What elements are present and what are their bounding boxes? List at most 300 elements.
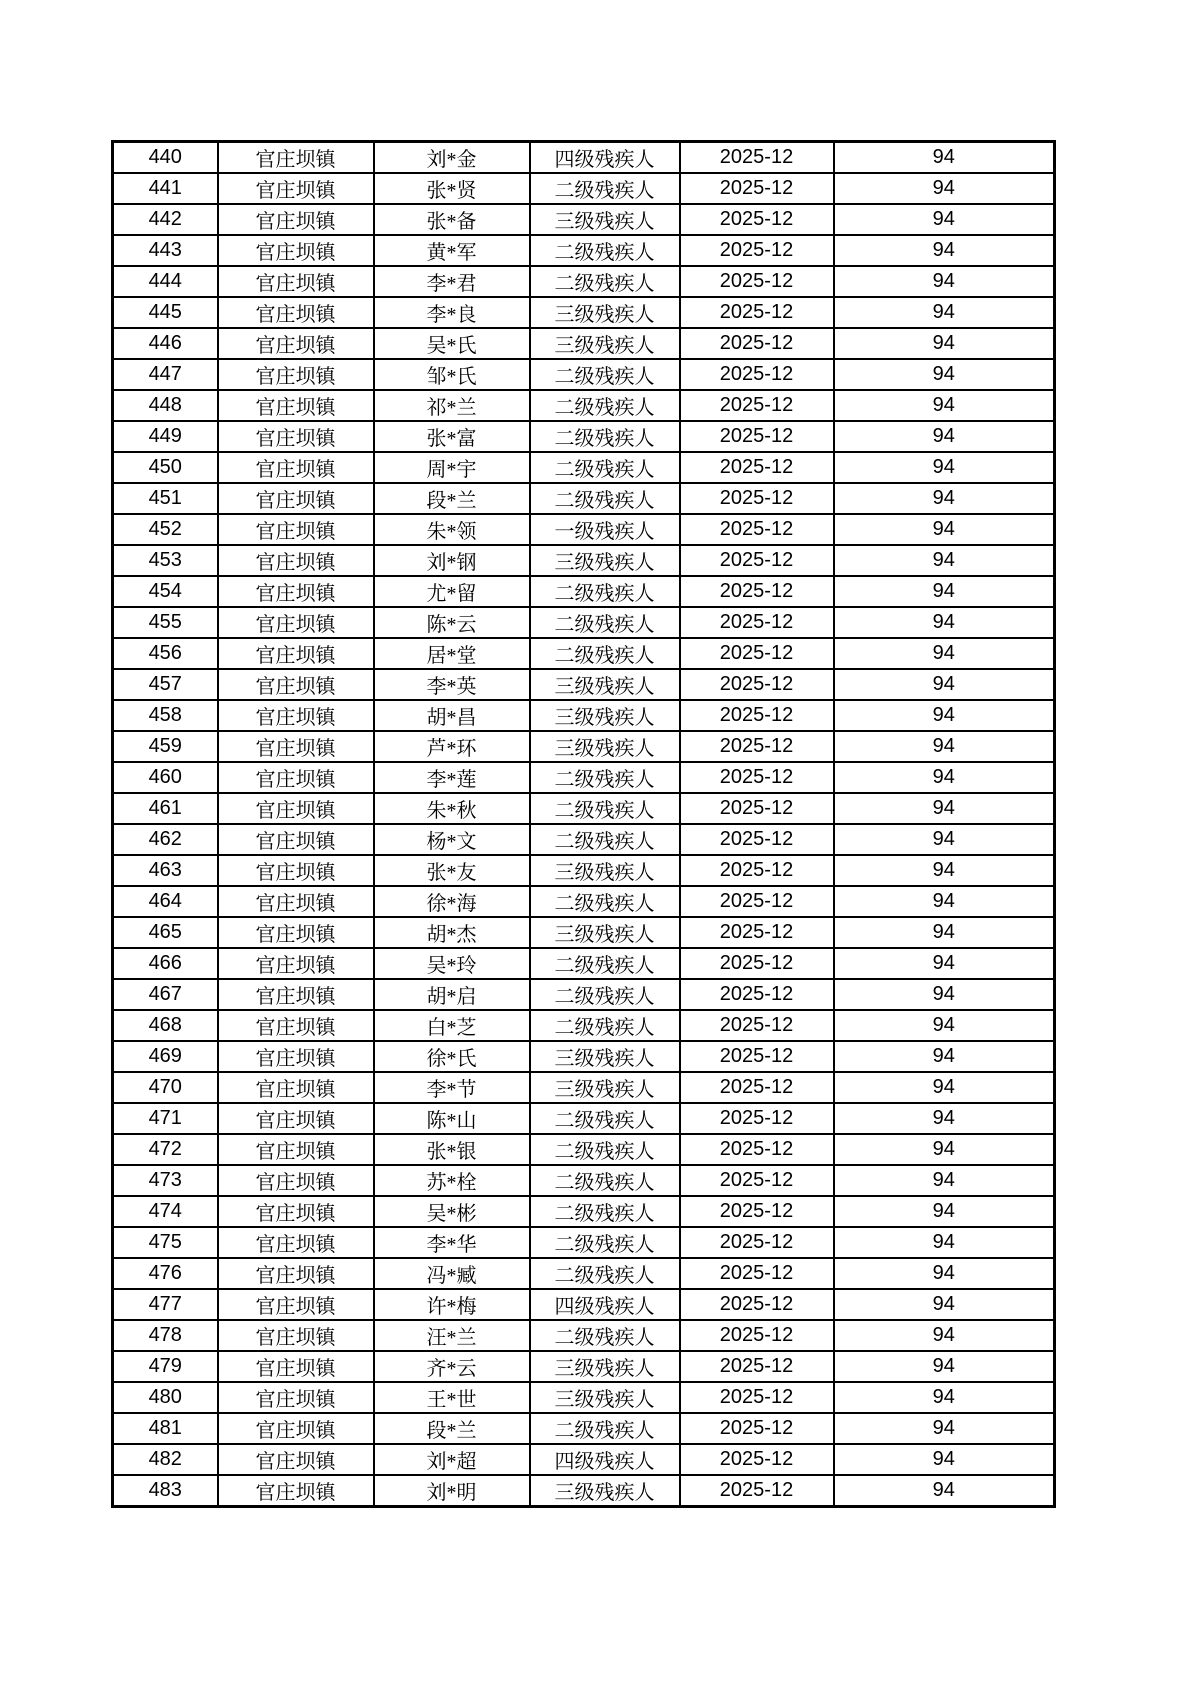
amount-cell: 94 [834, 142, 1055, 174]
town-cell: 官庄坝镇 [218, 1320, 374, 1351]
name-cell: 胡*昌 [374, 700, 530, 731]
town-cell: 官庄坝镇 [218, 359, 374, 390]
amount-cell: 94 [834, 1475, 1055, 1507]
name-cell: 祁*兰 [374, 390, 530, 421]
disability-level-cell: 二级残疾人 [530, 359, 680, 390]
town-cell: 官庄坝镇 [218, 1072, 374, 1103]
disability-level-cell: 三级残疾人 [530, 328, 680, 359]
table-row [113, 793, 1055, 824]
month-cell: 2025-12 [680, 700, 834, 731]
disability-level-cell: 二级残疾人 [530, 1258, 680, 1289]
amount-cell: 94 [834, 576, 1055, 607]
month-cell: 2025-12 [680, 204, 834, 235]
name-cell: 李*英 [374, 669, 530, 700]
town-cell: 官庄坝镇 [218, 762, 374, 793]
name-cell: 居*堂 [374, 638, 530, 669]
row-number-cell: 447 [113, 359, 218, 390]
row-number-cell: 471 [113, 1103, 218, 1134]
amount-cell: 94 [834, 173, 1055, 204]
month-cell: 2025-12 [680, 1041, 834, 1072]
month-cell: 2025-12 [680, 638, 834, 669]
town-cell: 官庄坝镇 [218, 1413, 374, 1444]
table-row [113, 204, 1055, 235]
town-cell: 官庄坝镇 [218, 421, 374, 452]
disability-level-cell: 二级残疾人 [530, 1165, 680, 1196]
month-cell: 2025-12 [680, 1444, 834, 1475]
table-row [113, 1351, 1055, 1382]
name-cell: 刘*金 [374, 142, 530, 174]
name-cell: 周*宇 [374, 452, 530, 483]
town-cell: 官庄坝镇 [218, 700, 374, 731]
table-row [113, 1289, 1055, 1320]
row-number-cell: 441 [113, 173, 218, 204]
amount-cell: 94 [834, 1041, 1055, 1072]
table-row [113, 235, 1055, 266]
name-cell: 李*良 [374, 297, 530, 328]
row-number-cell: 455 [113, 607, 218, 638]
disability-level-cell: 三级残疾人 [530, 731, 680, 762]
name-cell: 苏*栓 [374, 1165, 530, 1196]
amount-cell: 94 [834, 824, 1055, 855]
town-cell: 官庄坝镇 [218, 1134, 374, 1165]
row-number-cell: 456 [113, 638, 218, 669]
name-cell: 张*备 [374, 204, 530, 235]
amount-cell: 94 [834, 328, 1055, 359]
name-cell: 陈*山 [374, 1103, 530, 1134]
row-number-cell: 466 [113, 948, 218, 979]
month-cell: 2025-12 [680, 948, 834, 979]
town-cell: 官庄坝镇 [218, 731, 374, 762]
month-cell: 2025-12 [680, 1134, 834, 1165]
month-cell: 2025-12 [680, 1258, 834, 1289]
name-cell: 冯*臧 [374, 1258, 530, 1289]
row-number-cell: 481 [113, 1413, 218, 1444]
name-cell: 李*节 [374, 1072, 530, 1103]
table-row [113, 1258, 1055, 1289]
name-cell: 刘*钢 [374, 545, 530, 576]
row-number-cell: 449 [113, 421, 218, 452]
disability-level-cell: 二级残疾人 [530, 1320, 680, 1351]
town-cell: 官庄坝镇 [218, 452, 374, 483]
amount-cell: 94 [834, 1289, 1055, 1320]
disability-level-cell: 四级残疾人 [530, 142, 680, 174]
month-cell: 2025-12 [680, 669, 834, 700]
row-number-cell: 463 [113, 855, 218, 886]
table-row [113, 700, 1055, 731]
row-number-cell: 464 [113, 886, 218, 917]
month-cell: 2025-12 [680, 235, 834, 266]
disability-level-cell: 二级残疾人 [530, 390, 680, 421]
table-row [113, 576, 1055, 607]
name-cell: 吴*氏 [374, 328, 530, 359]
amount-cell: 94 [834, 855, 1055, 886]
town-cell: 官庄坝镇 [218, 390, 374, 421]
name-cell: 王*世 [374, 1382, 530, 1413]
name-cell: 汪*兰 [374, 1320, 530, 1351]
month-cell: 2025-12 [680, 421, 834, 452]
month-cell: 2025-12 [680, 1227, 834, 1258]
table-row [113, 142, 1055, 174]
name-cell: 刘*明 [374, 1475, 530, 1507]
row-number-cell: 470 [113, 1072, 218, 1103]
table-row [113, 421, 1055, 452]
amount-cell: 94 [834, 638, 1055, 669]
row-number-cell: 448 [113, 390, 218, 421]
table-row [113, 824, 1055, 855]
row-number-cell: 462 [113, 824, 218, 855]
table-row [113, 514, 1055, 545]
name-cell: 黄*军 [374, 235, 530, 266]
town-cell: 官庄坝镇 [218, 669, 374, 700]
amount-cell: 94 [834, 452, 1055, 483]
name-cell: 朱*秋 [374, 793, 530, 824]
row-number-cell: 458 [113, 700, 218, 731]
table-row [113, 1103, 1055, 1134]
town-cell: 官庄坝镇 [218, 266, 374, 297]
disability-level-cell: 四级残疾人 [530, 1444, 680, 1475]
month-cell: 2025-12 [680, 1165, 834, 1196]
name-cell: 段*兰 [374, 483, 530, 514]
month-cell: 2025-12 [680, 1351, 834, 1382]
amount-cell: 94 [834, 1413, 1055, 1444]
disability-level-cell: 二级残疾人 [530, 483, 680, 514]
town-cell: 官庄坝镇 [218, 855, 374, 886]
row-number-cell: 451 [113, 483, 218, 514]
town-cell: 官庄坝镇 [218, 607, 374, 638]
disability-level-cell: 二级残疾人 [530, 793, 680, 824]
month-cell: 2025-12 [680, 731, 834, 762]
table-row [113, 638, 1055, 669]
town-cell: 官庄坝镇 [218, 545, 374, 576]
amount-cell: 94 [834, 1258, 1055, 1289]
name-cell: 李*华 [374, 1227, 530, 1258]
disability-level-cell: 三级残疾人 [530, 1072, 680, 1103]
table-row [113, 886, 1055, 917]
row-number-cell: 460 [113, 762, 218, 793]
amount-cell: 94 [834, 1010, 1055, 1041]
amount-cell: 94 [834, 793, 1055, 824]
town-cell: 官庄坝镇 [218, 979, 374, 1010]
table-row [113, 1475, 1055, 1507]
name-cell: 陈*云 [374, 607, 530, 638]
town-cell: 官庄坝镇 [218, 514, 374, 545]
table-row [113, 1072, 1055, 1103]
row-number-cell: 467 [113, 979, 218, 1010]
month-cell: 2025-12 [680, 328, 834, 359]
table-row [113, 979, 1055, 1010]
row-number-cell: 478 [113, 1320, 218, 1351]
amount-cell: 94 [834, 886, 1055, 917]
town-cell: 官庄坝镇 [218, 1475, 374, 1507]
name-cell: 张*友 [374, 855, 530, 886]
amount-cell: 94 [834, 607, 1055, 638]
name-cell: 许*梅 [374, 1289, 530, 1320]
amount-cell: 94 [834, 483, 1055, 514]
town-cell: 官庄坝镇 [218, 1289, 374, 1320]
disability-level-cell: 三级残疾人 [530, 1351, 680, 1382]
month-cell: 2025-12 [680, 545, 834, 576]
disability-level-cell: 二级残疾人 [530, 886, 680, 917]
month-cell: 2025-12 [680, 607, 834, 638]
name-cell: 胡*启 [374, 979, 530, 1010]
town-cell: 官庄坝镇 [218, 173, 374, 204]
name-cell: 朱*领 [374, 514, 530, 545]
table-row [113, 1320, 1055, 1351]
month-cell: 2025-12 [680, 452, 834, 483]
table-row [113, 855, 1055, 886]
disability-level-cell: 二级残疾人 [530, 421, 680, 452]
row-number-cell: 445 [113, 297, 218, 328]
amount-cell: 94 [834, 1072, 1055, 1103]
name-cell: 白*芝 [374, 1010, 530, 1041]
disability-level-cell: 三级残疾人 [530, 700, 680, 731]
month-cell: 2025-12 [680, 1103, 834, 1134]
disability-level-cell: 三级残疾人 [530, 1382, 680, 1413]
town-cell: 官庄坝镇 [218, 917, 374, 948]
table-row [113, 607, 1055, 638]
row-number-cell: 476 [113, 1258, 218, 1289]
amount-cell: 94 [834, 731, 1055, 762]
name-cell: 徐*氏 [374, 1041, 530, 1072]
month-cell: 2025-12 [680, 1196, 834, 1227]
month-cell: 2025-12 [680, 979, 834, 1010]
row-number-cell: 457 [113, 669, 218, 700]
disability-level-cell: 二级残疾人 [530, 1103, 680, 1134]
town-cell: 官庄坝镇 [218, 576, 374, 607]
row-number-cell: 479 [113, 1351, 218, 1382]
table-row [113, 1382, 1055, 1413]
table-row [113, 359, 1055, 390]
amount-cell: 94 [834, 1165, 1055, 1196]
row-number-cell: 459 [113, 731, 218, 762]
town-cell: 官庄坝镇 [218, 1165, 374, 1196]
name-cell: 张*富 [374, 421, 530, 452]
town-cell: 官庄坝镇 [218, 235, 374, 266]
amount-cell: 94 [834, 1103, 1055, 1134]
month-cell: 2025-12 [680, 359, 834, 390]
amount-cell: 94 [834, 297, 1055, 328]
month-cell: 2025-12 [680, 1382, 834, 1413]
disability-level-cell: 三级残疾人 [530, 1475, 680, 1507]
amount-cell: 94 [834, 1351, 1055, 1382]
town-cell: 官庄坝镇 [218, 824, 374, 855]
town-cell: 官庄坝镇 [218, 1382, 374, 1413]
amount-cell: 94 [834, 235, 1055, 266]
disability-level-cell: 一级残疾人 [530, 514, 680, 545]
month-cell: 2025-12 [680, 824, 834, 855]
amount-cell: 94 [834, 1320, 1055, 1351]
table-row [113, 1165, 1055, 1196]
town-cell: 官庄坝镇 [218, 204, 374, 235]
name-cell: 尤*留 [374, 576, 530, 607]
row-number-cell: 473 [113, 1165, 218, 1196]
table-row [113, 266, 1055, 297]
table-row [113, 762, 1055, 793]
table-row [113, 328, 1055, 359]
town-cell: 官庄坝镇 [218, 638, 374, 669]
amount-cell: 94 [834, 700, 1055, 731]
name-cell: 李*君 [374, 266, 530, 297]
town-cell: 官庄坝镇 [218, 142, 374, 174]
name-cell: 芦*环 [374, 731, 530, 762]
disability-level-cell: 二级残疾人 [530, 452, 680, 483]
row-number-cell: 465 [113, 917, 218, 948]
disability-level-cell: 三级残疾人 [530, 204, 680, 235]
name-cell: 徐*海 [374, 886, 530, 917]
table-row [113, 1134, 1055, 1165]
name-cell: 张*银 [374, 1134, 530, 1165]
disability-level-cell: 二级残疾人 [530, 173, 680, 204]
month-cell: 2025-12 [680, 1475, 834, 1507]
row-number-cell: 472 [113, 1134, 218, 1165]
table-row [113, 483, 1055, 514]
table-row [113, 1413, 1055, 1444]
month-cell: 2025-12 [680, 483, 834, 514]
amount-cell: 94 [834, 514, 1055, 545]
amount-cell: 94 [834, 979, 1055, 1010]
table-row [113, 1041, 1055, 1072]
month-cell: 2025-12 [680, 793, 834, 824]
amount-cell: 94 [834, 1382, 1055, 1413]
row-number-cell: 444 [113, 266, 218, 297]
month-cell: 2025-12 [680, 1289, 834, 1320]
disability-level-cell: 二级残疾人 [530, 1227, 680, 1258]
month-cell: 2025-12 [680, 390, 834, 421]
table-row [113, 917, 1055, 948]
table-row [113, 452, 1055, 483]
row-number-cell: 452 [113, 514, 218, 545]
month-cell: 2025-12 [680, 266, 834, 297]
row-number-cell: 450 [113, 452, 218, 483]
row-number-cell: 461 [113, 793, 218, 824]
row-number-cell: 480 [113, 1382, 218, 1413]
name-cell: 吴*玲 [374, 948, 530, 979]
disability-level-cell: 二级残疾人 [530, 824, 680, 855]
amount-cell: 94 [834, 917, 1055, 948]
month-cell: 2025-12 [680, 514, 834, 545]
disability-level-cell: 二级残疾人 [530, 607, 680, 638]
amount-cell: 94 [834, 1134, 1055, 1165]
month-cell: 2025-12 [680, 762, 834, 793]
name-cell: 杨*文 [374, 824, 530, 855]
amount-cell: 94 [834, 545, 1055, 576]
disability-level-cell: 二级残疾人 [530, 762, 680, 793]
row-number-cell: 446 [113, 328, 218, 359]
month-cell: 2025-12 [680, 917, 834, 948]
amount-cell: 94 [834, 1227, 1055, 1258]
amount-cell: 94 [834, 266, 1055, 297]
name-cell: 李*莲 [374, 762, 530, 793]
disability-level-cell: 三级残疾人 [530, 297, 680, 328]
amount-cell: 94 [834, 390, 1055, 421]
row-number-cell: 454 [113, 576, 218, 607]
name-cell: 刘*超 [374, 1444, 530, 1475]
amount-cell: 94 [834, 1444, 1055, 1475]
disability-level-cell: 二级残疾人 [530, 638, 680, 669]
town-cell: 官庄坝镇 [218, 1258, 374, 1289]
disability-level-cell: 二级残疾人 [530, 979, 680, 1010]
town-cell: 官庄坝镇 [218, 328, 374, 359]
row-number-cell: 483 [113, 1475, 218, 1507]
table-row [113, 1444, 1055, 1475]
row-number-cell: 482 [113, 1444, 218, 1475]
disability-level-cell: 二级残疾人 [530, 1010, 680, 1041]
town-cell: 官庄坝镇 [218, 1103, 374, 1134]
amount-cell: 94 [834, 948, 1055, 979]
table-body [113, 142, 1055, 1507]
town-cell: 官庄坝镇 [218, 1227, 374, 1258]
table-row [113, 1196, 1055, 1227]
row-number-cell: 440 [113, 142, 218, 174]
month-cell: 2025-12 [680, 297, 834, 328]
row-number-cell: 453 [113, 545, 218, 576]
row-number-cell: 443 [113, 235, 218, 266]
disability-level-cell: 二级残疾人 [530, 1134, 680, 1165]
amount-cell: 94 [834, 421, 1055, 452]
benefit-table [111, 140, 1056, 1508]
amount-cell: 94 [834, 204, 1055, 235]
month-cell: 2025-12 [680, 576, 834, 607]
disability-level-cell: 二级残疾人 [530, 266, 680, 297]
name-cell: 齐*云 [374, 1351, 530, 1382]
table-row [113, 1010, 1055, 1041]
amount-cell: 94 [834, 359, 1055, 390]
town-cell: 官庄坝镇 [218, 1010, 374, 1041]
table-row [113, 948, 1055, 979]
disability-level-cell: 三级残疾人 [530, 545, 680, 576]
month-cell: 2025-12 [680, 1320, 834, 1351]
disability-level-cell: 二级残疾人 [530, 1196, 680, 1227]
disability-level-cell: 三级残疾人 [530, 855, 680, 886]
town-cell: 官庄坝镇 [218, 1351, 374, 1382]
disability-level-cell: 三级残疾人 [530, 669, 680, 700]
name-cell: 邹*氏 [374, 359, 530, 390]
table-row [113, 545, 1055, 576]
town-cell: 官庄坝镇 [218, 1196, 374, 1227]
disability-level-cell: 二级残疾人 [530, 1413, 680, 1444]
disability-level-cell: 二级残疾人 [530, 576, 680, 607]
town-cell: 官庄坝镇 [218, 297, 374, 328]
month-cell: 2025-12 [680, 1072, 834, 1103]
table-row [113, 731, 1055, 762]
month-cell: 2025-12 [680, 1010, 834, 1041]
month-cell: 2025-12 [680, 855, 834, 886]
month-cell: 2025-12 [680, 142, 834, 174]
amount-cell: 94 [834, 1196, 1055, 1227]
town-cell: 官庄坝镇 [218, 948, 374, 979]
table-row [113, 1227, 1055, 1258]
table-row [113, 669, 1055, 700]
row-number-cell: 468 [113, 1010, 218, 1041]
name-cell: 吴*彬 [374, 1196, 530, 1227]
disability-level-cell: 二级残疾人 [530, 235, 680, 266]
town-cell: 官庄坝镇 [218, 793, 374, 824]
town-cell: 官庄坝镇 [218, 886, 374, 917]
disability-level-cell: 三级残疾人 [530, 1041, 680, 1072]
table-row [113, 390, 1055, 421]
row-number-cell: 469 [113, 1041, 218, 1072]
name-cell: 段*兰 [374, 1413, 530, 1444]
table-row [113, 297, 1055, 328]
disability-level-cell: 三级残疾人 [530, 917, 680, 948]
disability-level-cell: 二级残疾人 [530, 948, 680, 979]
row-number-cell: 442 [113, 204, 218, 235]
row-number-cell: 475 [113, 1227, 218, 1258]
name-cell: 胡*杰 [374, 917, 530, 948]
town-cell: 官庄坝镇 [218, 483, 374, 514]
month-cell: 2025-12 [680, 886, 834, 917]
town-cell: 官庄坝镇 [218, 1041, 374, 1072]
